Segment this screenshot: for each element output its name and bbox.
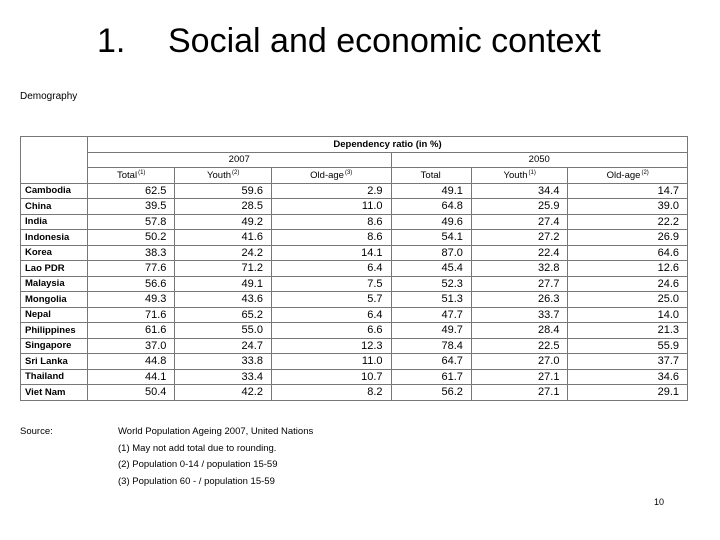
value-cell: 49.1 xyxy=(175,276,272,292)
value-cell: 49.1 xyxy=(391,183,471,199)
year-header-2050: 2050 xyxy=(391,152,688,168)
value-cell: 49.6 xyxy=(391,214,471,230)
value-cell: 25.9 xyxy=(471,199,568,215)
table-row xyxy=(21,245,688,261)
country-cell: Malaysia xyxy=(21,276,88,292)
table-row xyxy=(21,385,688,401)
value-cell: 64.8 xyxy=(391,199,471,215)
value-cell: 61.6 xyxy=(88,323,175,339)
header-row-years xyxy=(21,152,688,168)
value-cell: 27.7 xyxy=(471,276,568,292)
value-cell: 26.9 xyxy=(568,230,688,246)
value-cell: 12.3 xyxy=(271,338,391,354)
value-cell: 25.0 xyxy=(568,292,688,308)
value-cell: 24.7 xyxy=(175,338,272,354)
value-cell: 22.2 xyxy=(568,214,688,230)
country-cell: Mongolia xyxy=(21,292,88,308)
value-cell: 10.7 xyxy=(271,369,391,385)
value-cell: 47.7 xyxy=(391,307,471,323)
value-cell: 37.0 xyxy=(88,338,175,354)
value-cell: 5.7 xyxy=(271,292,391,308)
value-cell: 42.2 xyxy=(175,385,272,401)
value-cell: 64.7 xyxy=(391,354,471,370)
slide-title xyxy=(0,22,720,70)
value-cell: 11.0 xyxy=(271,199,391,215)
value-cell: 38.3 xyxy=(88,245,175,261)
value-cell: 44.8 xyxy=(88,354,175,370)
title-text: Social and economic context xyxy=(168,22,601,60)
value-cell: 61.7 xyxy=(391,369,471,385)
value-cell: 27.2 xyxy=(471,230,568,246)
value-cell: 39.0 xyxy=(568,199,688,215)
country-cell: Korea xyxy=(21,245,88,261)
value-cell: 57.8 xyxy=(88,214,175,230)
country-cell: Thailand xyxy=(21,369,88,385)
value-cell: 27.1 xyxy=(471,369,568,385)
table-row xyxy=(21,230,688,246)
value-cell: 11.0 xyxy=(271,354,391,370)
source-label: Source: xyxy=(20,426,53,437)
source-text: World Population Ageing 2007, United Nations xyxy=(118,426,314,437)
value-cell: 33.4 xyxy=(175,369,272,385)
column-header: Total$^{(1)}$ xyxy=(88,168,175,184)
value-cell: 87.0 xyxy=(391,245,471,261)
country-cell: Cambodia xyxy=(21,183,88,199)
value-cell: 59.6 xyxy=(175,183,272,199)
title-number: 1. xyxy=(97,22,126,60)
table-row xyxy=(21,323,688,339)
value-cell: 52.3 xyxy=(391,276,471,292)
value-cell: 77.6 xyxy=(88,261,175,277)
value-cell: 71.6 xyxy=(88,307,175,323)
value-cell: 8.6 xyxy=(271,214,391,230)
country-cell: India xyxy=(21,214,88,230)
value-cell: 34.6 xyxy=(568,369,688,385)
value-cell: 56.2 xyxy=(391,385,471,401)
value-cell: 6.6 xyxy=(271,323,391,339)
table-body xyxy=(21,183,688,400)
column-header: Youth$^{(2)}$ xyxy=(175,168,272,184)
year-header-2007: 2007 xyxy=(88,152,392,168)
value-cell: 41.6 xyxy=(175,230,272,246)
column-header: Old-age$^{(3)}$ xyxy=(271,168,391,184)
value-cell: 49.7 xyxy=(391,323,471,339)
section-label: Demography xyxy=(20,91,78,102)
table-row xyxy=(21,338,688,354)
table-row xyxy=(21,261,688,277)
column-header: Total xyxy=(391,168,471,184)
header-blank xyxy=(21,137,88,184)
dependency-ratio-table xyxy=(20,136,688,401)
value-cell: 50.2 xyxy=(88,230,175,246)
value-cell: 14.7 xyxy=(568,183,688,199)
source-body xyxy=(118,426,418,492)
value-cell: 21.3 xyxy=(568,323,688,339)
value-cell: 49.2 xyxy=(175,214,272,230)
table-row xyxy=(21,199,688,215)
country-cell: Nepal xyxy=(21,307,88,323)
value-cell: 8.2 xyxy=(271,385,391,401)
value-cell: 55.0 xyxy=(175,323,272,339)
value-cell: 27.1 xyxy=(471,385,568,401)
value-cell: 24.2 xyxy=(175,245,272,261)
source-note: (3) Population 60 - / population 15-59 xyxy=(118,475,275,487)
value-cell: 33.7 xyxy=(471,307,568,323)
column-header: Youth$^{(1)}$ xyxy=(471,168,568,184)
value-cell: 43.6 xyxy=(175,292,272,308)
value-cell: 28.4 xyxy=(471,323,568,339)
value-cell: 65.2 xyxy=(175,307,272,323)
value-cell: 34.4 xyxy=(471,183,568,199)
table-row xyxy=(21,354,688,370)
value-cell: 26.3 xyxy=(471,292,568,308)
value-cell: 33.8 xyxy=(175,354,272,370)
value-cell: 64.6 xyxy=(568,245,688,261)
page-number: 10 xyxy=(654,497,665,507)
value-cell: 28.5 xyxy=(175,199,272,215)
column-header: Old-age$^{(2)}$ xyxy=(568,168,688,184)
table-row xyxy=(21,183,688,199)
value-cell: 39.5 xyxy=(88,199,175,215)
value-cell: 7.5 xyxy=(271,276,391,292)
value-cell: 22.4 xyxy=(471,245,568,261)
value-cell: 50.4 xyxy=(88,385,175,401)
value-cell: 8.6 xyxy=(271,230,391,246)
value-cell: 24.6 xyxy=(568,276,688,292)
value-cell: 2.9 xyxy=(271,183,391,199)
value-cell: 14.1 xyxy=(271,245,391,261)
value-cell: 6.4 xyxy=(271,307,391,323)
header-row-group xyxy=(21,137,688,153)
value-cell: 12.6 xyxy=(568,261,688,277)
country-cell: Indonesia xyxy=(21,230,88,246)
country-cell: Philippines xyxy=(21,323,88,339)
value-cell: 55.9 xyxy=(568,338,688,354)
value-cell: 27.0 xyxy=(471,354,568,370)
value-cell: 6.4 xyxy=(271,261,391,277)
value-cell: 56.6 xyxy=(88,276,175,292)
country-cell: Viet Nam xyxy=(21,385,88,401)
country-cell: Singapore xyxy=(21,338,88,354)
table-row xyxy=(21,214,688,230)
value-cell: 51.3 xyxy=(391,292,471,308)
value-cell: 54.1 xyxy=(391,230,471,246)
header-row-columns xyxy=(21,168,688,184)
country-cell: Sri Lanka xyxy=(21,354,88,370)
value-cell: 49.3 xyxy=(88,292,175,308)
value-cell: 22.5 xyxy=(471,338,568,354)
value-cell: 32.8 xyxy=(471,261,568,277)
source-note: (2) Population 0-14 / population 15-59 xyxy=(118,459,278,470)
value-cell: 27.4 xyxy=(471,214,568,230)
value-cell: 14.0 xyxy=(568,307,688,323)
value-cell: 71.2 xyxy=(175,261,272,277)
value-cell: 62.5 xyxy=(88,183,175,199)
value-cell: 44.1 xyxy=(88,369,175,385)
table-row xyxy=(21,292,688,308)
table-row xyxy=(21,369,688,385)
country-cell: Lao PDR xyxy=(21,261,88,277)
value-cell: 29.1 xyxy=(568,385,688,401)
value-cell: 45.4 xyxy=(391,261,471,277)
source-note: (1) May not add total due to rounding. xyxy=(118,442,277,454)
table-row xyxy=(21,276,688,292)
table-row xyxy=(21,307,688,323)
value-cell: 37.7 xyxy=(568,354,688,370)
value-cell: 78.4 xyxy=(391,338,471,354)
group-header: Dependency ratio (in %) xyxy=(88,137,688,153)
country-cell: China xyxy=(21,199,88,215)
